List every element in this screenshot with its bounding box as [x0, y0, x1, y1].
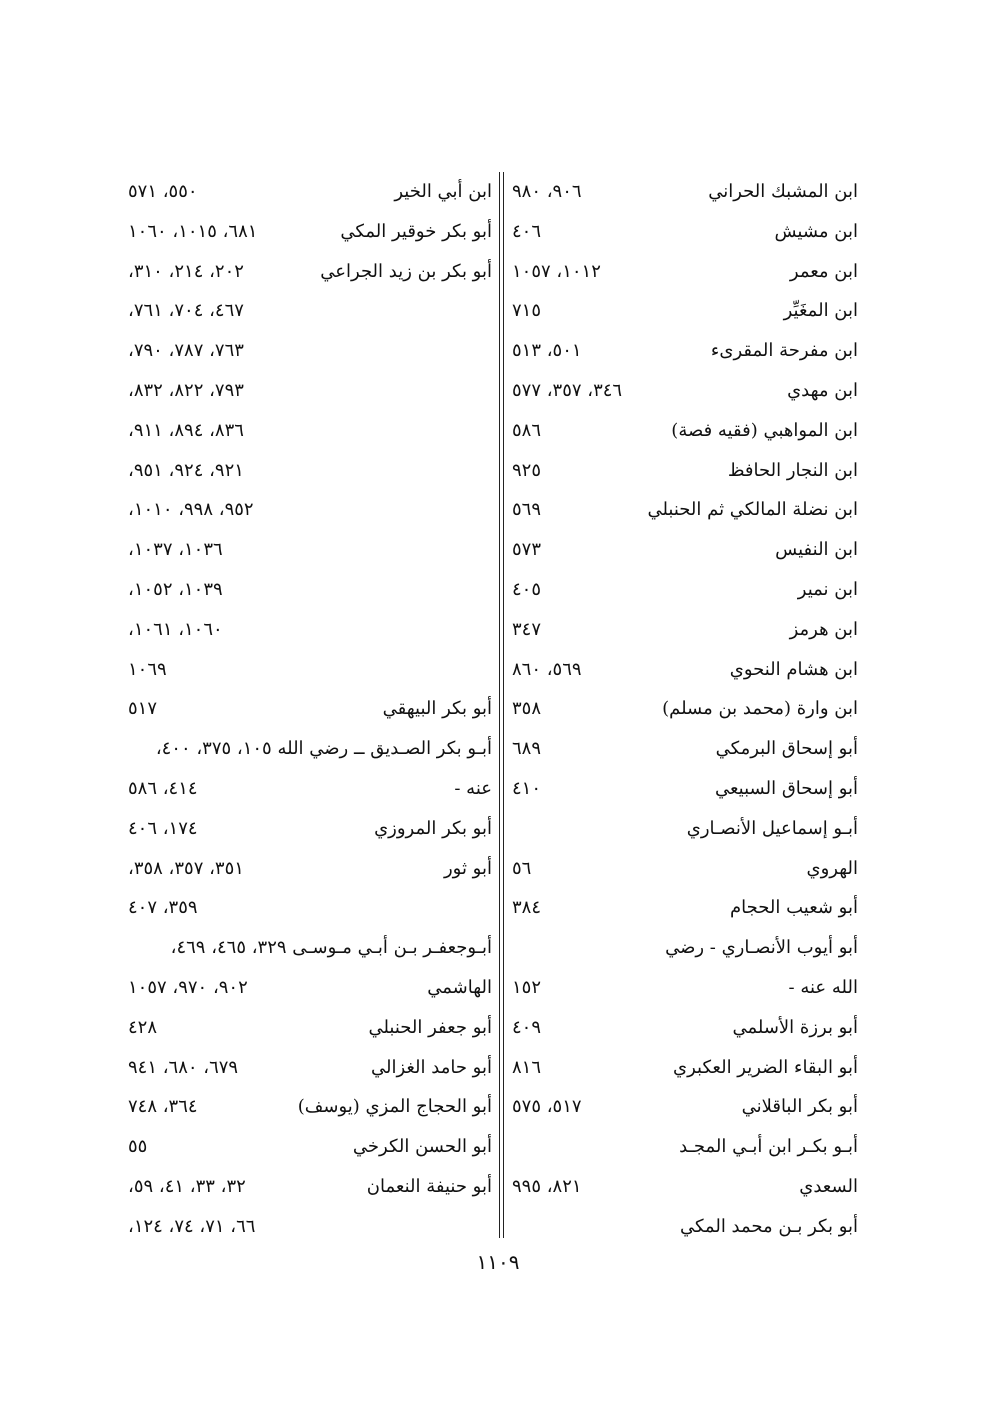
entry-pages: ٦٦، ٧١، ٧٤، ١٢٤،: [128, 1215, 256, 1237]
index-entry: [512, 252, 858, 292]
entry-pages: ٤٠٥: [512, 578, 542, 600]
entry-name: الله عنه -: [788, 976, 858, 998]
entry-name: ابن مشيش: [774, 220, 858, 242]
index-entry: [128, 928, 492, 968]
entry-pages: ٥٦: [512, 857, 532, 879]
index-entry: [512, 570, 858, 610]
entry-pages: ٤٠٦: [512, 220, 542, 242]
index-entry: [512, 769, 858, 809]
entry-name: أبو بكر المروزي: [374, 817, 492, 839]
entry-pages: ٤١٤، ٥٨٦: [128, 777, 198, 799]
entry-name: السعدي: [799, 1175, 858, 1197]
entry-name: أبـو بكر الصـديق ــ رضي الله ١٠٥، ٣٧٥، ٤٠٠،: [155, 738, 492, 760]
entry-pages: ٢٠٢، ٢١٤، ٣١٠،: [128, 260, 244, 282]
entry-name: أبو بكر بـن محمد المكي: [679, 1215, 858, 1237]
entry-pages: ٧١٥: [512, 300, 542, 322]
entry-pages: ٤١٠: [512, 777, 542, 799]
entry-name: أبو شعيب الحجام: [730, 897, 858, 919]
entry-pages: ٣٥٨: [512, 698, 542, 720]
entry-name: أبو حنيفة النعمان: [366, 1175, 492, 1197]
index-entry: [512, 530, 858, 570]
entry-name: أبو بكر بن زيد الجراعي: [320, 260, 492, 282]
index-entry: [512, 411, 858, 451]
index-entry: [128, 1127, 492, 1167]
index-entry: [128, 490, 492, 530]
index-entry: [512, 928, 858, 968]
index-entry: [128, 212, 492, 252]
entry-name: ابن نمير: [797, 578, 858, 600]
entry-name: ابن النفيس: [775, 539, 858, 561]
entry-pages: ٩٢١، ٩٢٤، ٩٥١،: [128, 459, 244, 481]
entry-name: أبـو بكـر ابن أبـي المجـد: [679, 1136, 858, 1158]
entry-pages: ١٠٣٩، ١٠٥٢،: [128, 578, 223, 600]
entry-name: أبو ثور: [443, 857, 492, 879]
index-entry: [128, 530, 492, 570]
index-entry: [128, 451, 492, 491]
entry-name: أبو بكر الباقلاني: [741, 1096, 858, 1118]
index-entry: [128, 610, 492, 650]
entry-name: أبو بكر خوقير المكي: [340, 220, 492, 242]
entry-pages: ٣٢، ٣٣، ٤١، ٥٩،: [128, 1175, 246, 1197]
index-entry: [512, 1087, 858, 1127]
entry-name: ابن وارة (محمد بن مسلم): [662, 698, 858, 720]
entry-pages: ١٠٣٦، ١٠٣٧،: [128, 539, 223, 561]
column-divider: [503, 172, 504, 1238]
index-entry: [128, 849, 492, 889]
entry-name: ابن نضلة المالكي ثم الحنبلي: [647, 499, 858, 521]
entry-name: أبو أيوب الأنصـاري - رضي: [665, 937, 858, 959]
page-number: ١١٠٩: [476, 1250, 520, 1274]
index-entry: [128, 809, 492, 849]
index-entry: [512, 371, 858, 411]
index-entry: [512, 331, 858, 371]
entry-pages: ٩٢٥: [512, 459, 542, 481]
entry-pages: ٣٥١، ٣٥٧، ٣٥٨،: [128, 857, 244, 879]
entry-pages: ٧٦٣، ٧٨٧، ٧٩٠،: [128, 340, 244, 362]
entry-name: ابن المغَيِّر: [783, 300, 858, 322]
column-divider: [499, 172, 500, 1238]
index-entry: [128, 729, 492, 769]
index-entry: [128, 888, 492, 928]
index-entry: [512, 1048, 858, 1088]
index-entry: [512, 212, 858, 252]
entry-pages: ٥٨٦: [512, 419, 542, 441]
entry-pages: ٣٦٤، ٧٤٨: [128, 1096, 198, 1118]
entry-pages: ٥٠١، ٥١٣: [512, 340, 582, 362]
entry-name: ابن معمر: [789, 260, 858, 282]
entry-pages: ٨١٦: [512, 1056, 542, 1078]
index-entry: [512, 1008, 858, 1048]
entry-name: أبو إسحاق البرمكي: [715, 738, 858, 760]
index-entry: [512, 291, 858, 331]
index-entry: [512, 1167, 858, 1207]
index-entry: [512, 451, 858, 491]
index-column-left: [128, 172, 492, 1247]
entry-name: الهاشمي: [427, 976, 492, 998]
index-entry: [512, 1207, 858, 1247]
entry-pages: ٥١٧: [128, 698, 158, 720]
index-entry: [128, 331, 492, 371]
entry-name: ابن المشبك الحراني: [708, 181, 858, 202]
entry-pages: ٥٦٩، ٨٦٠: [512, 658, 582, 680]
entry-pages: ٩٠٢، ٩٧٠، ١٠٥٧: [128, 976, 248, 998]
entry-name: ابن النجار الحافظ: [727, 459, 858, 481]
entry-pages: ٦٧٩، ٦٨٠، ٩٤١: [128, 1056, 239, 1078]
entry-pages: ٥٦٩: [512, 499, 542, 521]
entry-pages: ٣٤٧: [512, 618, 542, 640]
entry-pages: ٤٢٨: [128, 1016, 158, 1038]
entry-pages: ٩٠٦، ٩٨٠: [512, 181, 582, 202]
entry-pages: ٨٢١، ٩٩٥: [512, 1175, 582, 1197]
entry-name: ابن مفرحة المقرىء: [710, 340, 858, 362]
entry-name: أبو بكر البيهقي: [382, 698, 492, 720]
entry-pages: ٣٤٦، ٣٥٧، ٥٧٧: [512, 379, 623, 401]
index-entry: [128, 1087, 492, 1127]
entry-pages: ٥٥: [128, 1136, 148, 1158]
index-entry: [512, 1127, 858, 1167]
index-entry: [512, 490, 858, 530]
entry-pages: ٨٣٦، ٨٩٤، ٩١١،: [128, 419, 244, 441]
entry-name: أبو إسحاق السبيعي: [715, 777, 858, 799]
index-entry: [128, 689, 492, 729]
index-entry: [128, 1048, 492, 1088]
index-entry: [128, 411, 492, 451]
entry-pages: ٥٥٠، ٥٧١: [128, 181, 198, 202]
entry-pages: ٣٥٩، ٤٠٧: [128, 897, 198, 919]
entry-pages: ١٧٤، ٤٠٦: [128, 817, 198, 839]
entry-name: عنه -: [454, 777, 492, 799]
index-entry: [128, 252, 492, 292]
entry-pages: ٦٨٩: [512, 738, 542, 760]
entry-name: ابن مهدي: [787, 379, 858, 401]
entry-name: أبو الحجاج المزي (يوسف): [297, 1096, 492, 1118]
index-entry: [512, 689, 858, 729]
entry-name: أبو برزة الأسلمي: [732, 1016, 858, 1038]
index-entry: [128, 570, 492, 610]
entry-name: أبـو إسماعيل الأنصـاري: [686, 817, 858, 839]
index-entry: [512, 968, 858, 1008]
index-entry: [128, 1167, 492, 1207]
index-entry: [128, 371, 492, 411]
entry-pages: ٤٦٧، ٧٠٤، ٧٦١،: [128, 300, 244, 322]
index-entry: [512, 172, 858, 212]
entry-pages: ١٠١٢، ١٠٥٧: [512, 260, 601, 282]
entry-pages: ٣٨٤: [512, 897, 542, 919]
index-entry: [128, 968, 492, 1008]
entry-pages: ٦٨١، ١٠١٥، ١٠٦٠: [128, 220, 258, 242]
index-entry: [512, 610, 858, 650]
index-entry: [512, 809, 858, 849]
entry-pages: ٥١٧، ٥٧٥: [512, 1096, 582, 1118]
index-entry: [128, 172, 492, 212]
entry-name: أبـوجعفـر بـن أبـي مـوسـى ٣٢٩، ٤٦٥، ٤٦٩،: [170, 937, 492, 959]
entry-pages: ٧٩٣، ٨٢٢، ٨٣٢،: [128, 379, 244, 401]
entry-pages: ١٥٢: [512, 976, 542, 998]
entry-name: ابن هشام النحوي: [729, 658, 858, 680]
index-entry: [512, 849, 858, 889]
entry-name: أبو حامد الغزالي: [370, 1056, 492, 1078]
entry-pages: ١٠٦٩: [128, 658, 167, 680]
index-entry: [128, 1207, 492, 1247]
entry-pages: ١٠٦٠، ١٠٦١،: [128, 618, 223, 640]
index-entry: [128, 769, 492, 809]
entry-pages: ٤٠٩: [512, 1016, 542, 1038]
entry-name: ابن أبي الخير: [394, 181, 492, 202]
entry-name: ابن المواهبي (فقيه فصة): [671, 419, 858, 441]
index-entry: [512, 888, 858, 928]
entry-name: ابن هرمز: [789, 618, 858, 640]
entry-name: الهروي: [806, 857, 858, 879]
index-entry: [512, 650, 858, 690]
entry-name: أبو جعفر الحنبلي: [368, 1016, 492, 1038]
index-column-right: [512, 172, 858, 1247]
entry-pages: ٥٧٣: [512, 539, 542, 561]
index-entry: [128, 291, 492, 331]
index-entry: [512, 729, 858, 769]
index-entry: [128, 1008, 492, 1048]
index-entry: [128, 650, 492, 690]
entry-name: أبو البقاء الضرير العكبري: [673, 1056, 858, 1078]
entry-pages: ٩٥٢، ٩٩٨، ١٠١٠،: [128, 499, 254, 521]
entry-name: أبو الحسن الكرخي: [352, 1136, 492, 1158]
